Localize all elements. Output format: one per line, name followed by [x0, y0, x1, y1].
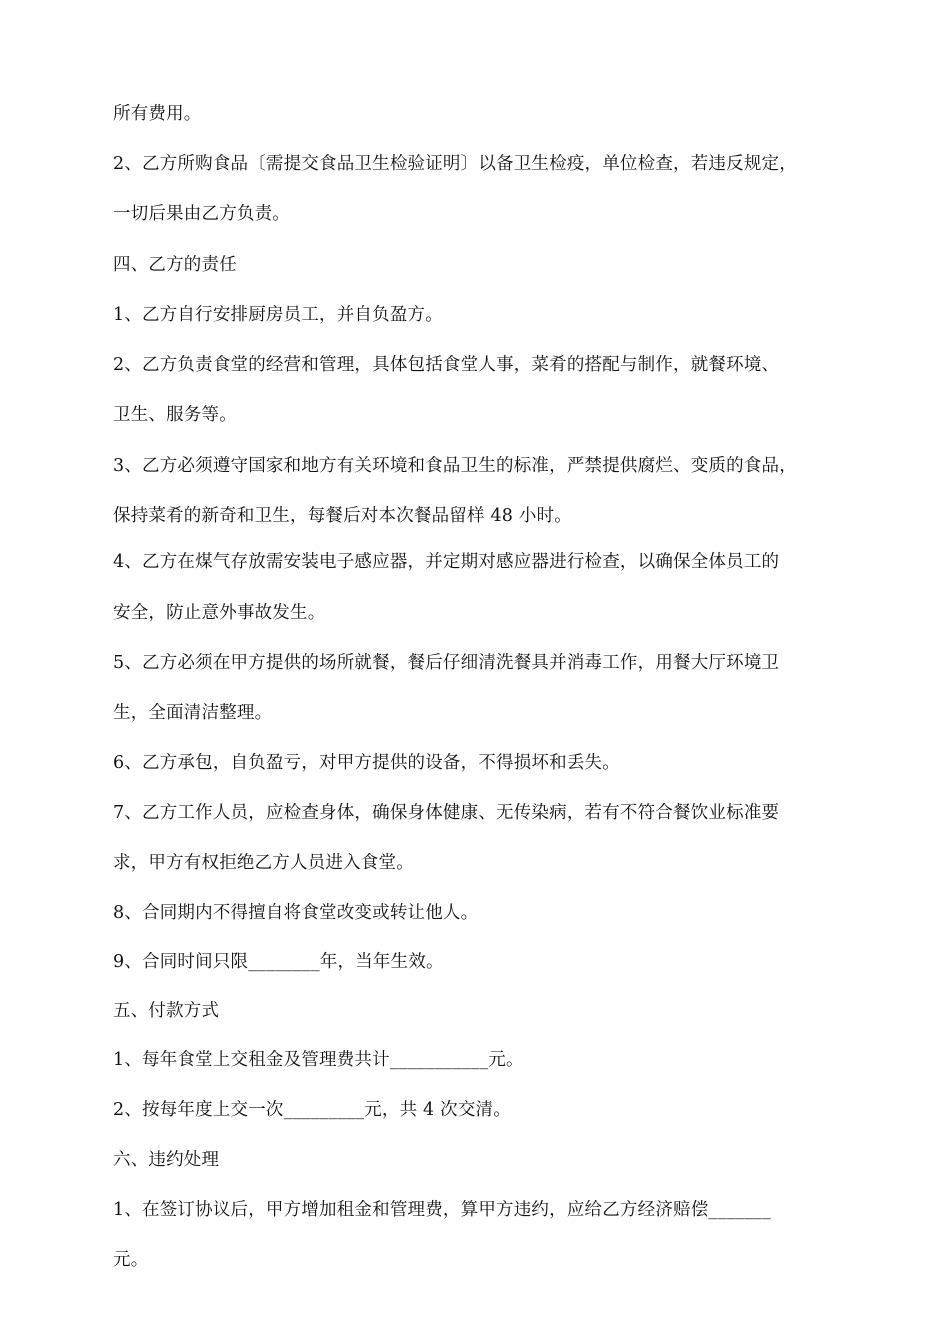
- text-line: 6、乙方承包，自负盈亏，对甲方提供的设备，不得损坏和丢失。: [113, 753, 620, 773]
- text-line: 5、乙方必须在甲方提供的场所就餐，餐后仔细清洗餐具并消毒工作，用餐大厅环境卫: [113, 653, 780, 673]
- text-line: 4、乙方在煤气存放需安装电子感应器，并定期对感应器进行检查，以确保全体员工的: [113, 552, 780, 572]
- text-line: 2、按每年度上交一次_________元，共 4 次交清。: [113, 1100, 511, 1120]
- text-line: 安全，防止意外事故发生。: [113, 603, 326, 623]
- text-line: 一切后果由乙方负责。: [113, 204, 290, 224]
- text-line: 2、乙方负责食堂的经营和管理，具体包括食堂人事，菜肴的搭配与制作，就餐环境、: [113, 355, 780, 375]
- text-line: 1、每年食堂上交租金及管理费共计___________元。: [113, 1050, 524, 1070]
- text-line: 1、在签订协议后，甲方增加租金和管理费，算甲方违约，应给乙方经济赔偿_______: [113, 1200, 772, 1220]
- section-heading: 四、乙方的责任: [113, 255, 237, 275]
- text-line: 7、乙方工作人员，应检查身体，确保身体健康、无传染病，若有不符合餐饮业标准要: [113, 803, 780, 823]
- text-line: 3、乙方必须遵守国家和地方有关环境和食品卫生的标准，严禁提供腐烂、变质的食品，: [113, 456, 797, 476]
- section-heading: 六、违约处理: [113, 1150, 220, 1170]
- text-line: 元。: [113, 1250, 149, 1270]
- text-line: 求，甲方有权拒绝乙方人员进入食堂。: [113, 853, 414, 873]
- text-line: 生，全面清洁整理。: [113, 703, 273, 723]
- text-line: 9、合同时间只限________年，当年生效。: [113, 952, 444, 972]
- text-line: 2、乙方所购食品〔需提交食品卫生检验证明〕以备卫生检疫，单位检查，若违反规定，: [113, 154, 797, 174]
- text-line: 1、乙方自行安排厨房员工，并自负盈方。: [113, 305, 443, 325]
- text-line: 保持菜肴的新奇和卫生，每餐后对本次餐品留样 48 小时。: [113, 506, 572, 526]
- text-line: 所有费用。: [113, 104, 202, 124]
- section-heading: 五、付款方式: [113, 1001, 220, 1021]
- text-line: 卫生、服务等。: [113, 405, 237, 425]
- text-line: 8、合同期内不得擅自将食堂改变或转让他人。: [113, 903, 479, 923]
